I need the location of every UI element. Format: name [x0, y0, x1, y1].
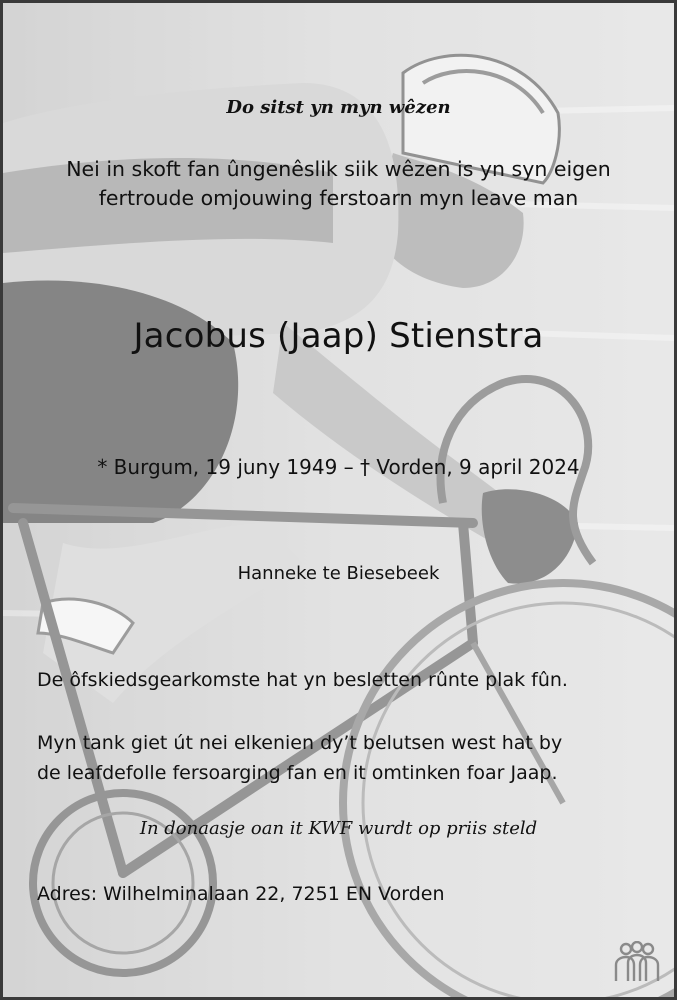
birth-death-dates: * Burgum, 19 juny 1949 – † Vorden, 9 april 2024 — [97, 455, 580, 479]
donation-note: In donaasje oan it KWF wurdt op priis steld — [139, 818, 538, 839]
partner-name: Hanneke te Biesebeek — [237, 563, 440, 584]
opening-line: Do sitst yn myn wêzen — [226, 97, 451, 118]
thanks-line-1: Myn tank giet út nei elkenien dy’t belutsen west hat by — [37, 732, 563, 754]
thanks-text — [37, 728, 657, 788]
intro-line-1: Nei in skoft fan ûngenêslik siik wêzen is yn syn eigen — [66, 157, 611, 181]
intro-text — [3, 155, 674, 213]
thanks-line-2: de leafdefolle fersoarging fan en it omtinken foar Jaap. — [37, 762, 558, 784]
address-line: Adres: Wilhelminalaan 22, 7251 EN Vorden — [37, 883, 445, 905]
intro-line-2: fertroude omjouwing ferstoarn myn leave man — [98, 186, 579, 210]
deceased-name: Jacobus (Jaap) Stienstra — [133, 316, 544, 356]
people-group-icon — [612, 941, 662, 985]
farewell-notice: De ôfskiedsgearkomste hat yn besletten rûnte plak fûn. — [37, 669, 568, 691]
photo-veil — [3, 3, 674, 997]
